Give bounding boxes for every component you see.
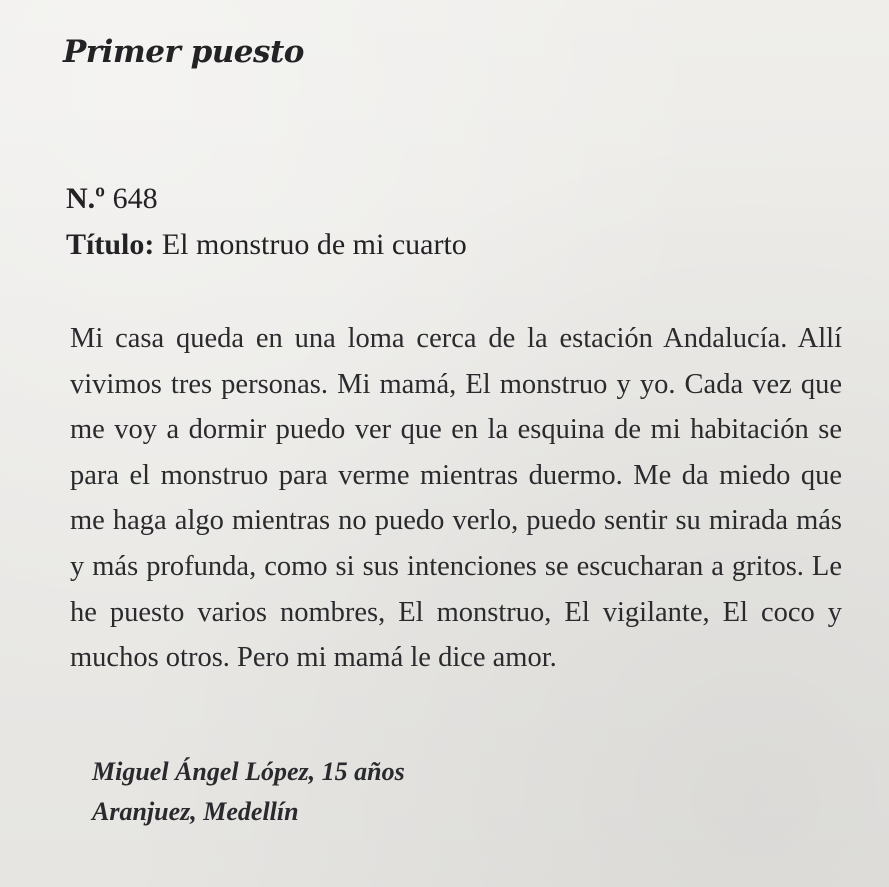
section-heading: Primer puesto: [63, 34, 304, 70]
entry-title: [66, 222, 856, 268]
author-location: Aranjuez, Medellín: [92, 797, 299, 826]
author-name: Miguel Ángel López, 15 años: [92, 757, 405, 786]
entry-title-value: El monstruo de mi cuarto: [161, 228, 467, 261]
entry-number-label: N.º: [66, 182, 106, 215]
entry-title-label: Título:: [66, 228, 155, 261]
entry-number: [66, 176, 856, 222]
story-text: Mi casa queda en una loma cerca de la estación Andalucía. Allí vivimos tres personas. Mi mamá, El monstruo y yo. Cada vez que me voy a dormir puedo ver que en la esquina de mi habitación se para el monstruo para verme mientras duermo. Me da miedo que me haga algo mientras no puedo verlo, puedo sentir su mirada más y más profunda, como si sus intenciones se escucharan a gritos. Le he puesto varios nombres, El monstruo, El vigilante, El coco y muchos otros. Pero mi mamá le dice amor.: [70, 323, 842, 674]
author-signature: [92, 752, 405, 832]
entry-number-value: 648: [112, 182, 158, 215]
